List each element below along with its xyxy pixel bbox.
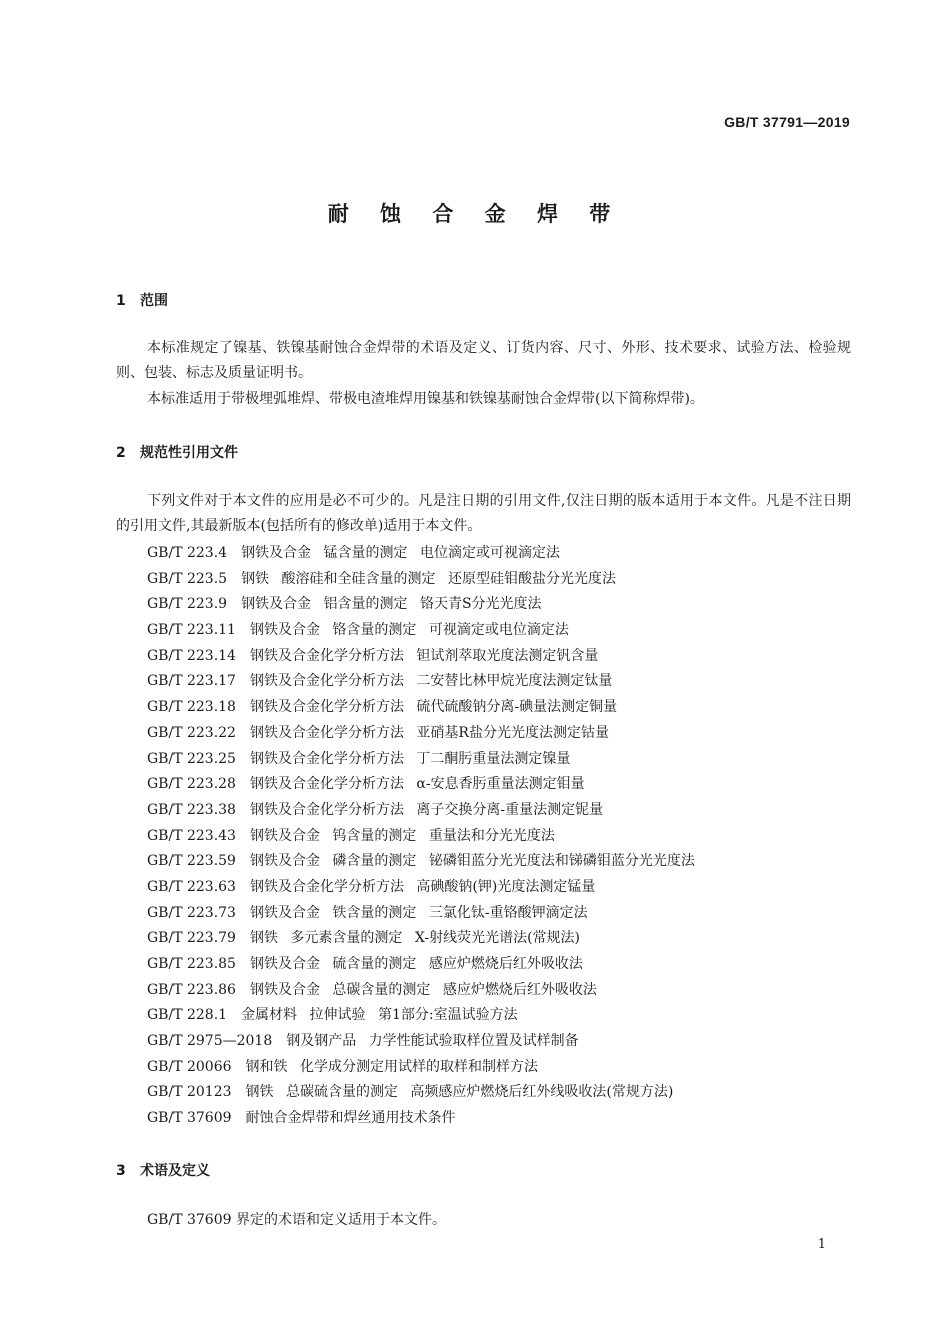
reference-item xyxy=(147,541,695,567)
reference-title: 钢铁及合金化学分析方法 高碘酸钠(钾)光度法测定锰量 xyxy=(249,878,596,895)
section-number: 3 xyxy=(116,1163,126,1179)
reference-item xyxy=(147,567,695,593)
reference-title: 钢铁 总碳硫含量的测定 高频感应炉燃烧后红外线吸收法(常规方法) xyxy=(245,1084,674,1101)
reference-code: GB/T 223.5 xyxy=(147,570,228,587)
reference-code: GB/T 223.11 xyxy=(147,622,236,639)
reference-code: GB/T 223.18 xyxy=(147,699,236,716)
reference-code: GB/T 37609 xyxy=(147,1110,232,1127)
scope-paragraph-2: 本标准适用于带极埋弧堆焊、带极电渣堆焊用镍基和铁镍基耐蚀合金焊带(以下简称焊带)。 xyxy=(147,391,704,407)
reference-code: GB/T 223.85 xyxy=(147,956,236,972)
reference-item xyxy=(147,952,695,978)
reference-title: 钢铁及合金 锰含量的测定 电位滴定或可视滴定法 xyxy=(241,545,560,561)
reference-title: 钢铁及合金 磷含量的测定 铋磷钼蓝分光光度法和锑磷钼蓝分光光度法 xyxy=(249,853,695,870)
reference-title: 钢铁及合金化学分析方法 丁二酮肟重量法测定镍量 xyxy=(249,750,571,767)
reference-code: GB/T 223.25 xyxy=(147,750,236,767)
reference-code: GB/T 223.22 xyxy=(147,724,236,741)
reference-item xyxy=(147,1003,695,1029)
reference-item xyxy=(147,592,695,618)
reference-title: 金属材料 拉伸试验 第1部分:室温试验方法 xyxy=(241,1007,518,1024)
reference-item xyxy=(147,798,695,824)
reference-item xyxy=(147,772,695,798)
reference-title: 钢及钢产品 力学性能试验取样位置及试样制备 xyxy=(286,1033,579,1050)
reference-item xyxy=(147,978,695,1004)
reference-item xyxy=(147,669,695,695)
reference-item xyxy=(147,1055,695,1081)
reference-list xyxy=(147,541,695,1132)
reference-title: 钢铁及合金化学分析方法 硫代硫酸钠分离-碘量法测定铜量 xyxy=(249,699,618,716)
reference-code: GB/T 223.14 xyxy=(147,647,236,664)
reference-code: GB/T 223.4 xyxy=(147,545,228,561)
reference-code: GB/T 223.17 xyxy=(147,673,236,690)
reference-title: 钢铁及合金化学分析方法 二安替比林甲烷光度法测定钛量 xyxy=(249,673,613,690)
reference-item xyxy=(147,618,695,644)
section-title: 范围 xyxy=(140,293,168,309)
reference-code: GB/T 20066 xyxy=(147,1058,232,1075)
reference-item xyxy=(147,644,695,670)
reference-title: 耐蚀合金焊带和焊丝通用技术条件 xyxy=(245,1110,456,1127)
reference-item xyxy=(147,747,695,773)
reference-title: 钢铁及合金化学分析方法 α-安息香肟重量法测定钼量 xyxy=(249,776,585,793)
reference-code: GB/T 223.9 xyxy=(147,596,228,613)
reference-title: 钢铁及合金化学分析方法 离子交换分离-重量法测定铌量 xyxy=(249,801,604,818)
reference-title: 钢铁 多元素含量的测定 X-射线荧光光谱法(常规法) xyxy=(249,930,580,947)
reference-title: 钢铁及合金化学分析方法 亚硝基R盐分光光度法测定钴量 xyxy=(249,724,609,741)
terms-paragraph: GB/T 37609 界定的术语和定义适用于本文件。 xyxy=(147,1212,446,1228)
reference-title: 钢铁及合金化学分析方法 钽试剂萃取光度法测定钒含量 xyxy=(249,647,599,664)
document-title: 耐 蚀 合 金 焊 带 xyxy=(327,202,623,226)
reference-item xyxy=(147,849,695,875)
reference-title: 钢铁及合金 铬含量的测定 可视滴定或电位滴定法 xyxy=(249,622,569,639)
section-number: 2 xyxy=(116,445,126,461)
reference-title: 钢铁及合金 总碳含量的测定 感应炉燃烧后红外吸收法 xyxy=(249,981,597,998)
reference-title: 钢铁及合金 铝含量的测定 铬天青S分光光度法 xyxy=(241,596,542,613)
reference-code: GB/T 223.59 xyxy=(147,853,236,870)
reference-code: GB/T 228.1 xyxy=(147,1007,228,1024)
reference-code: GB/T 2975—2018 xyxy=(147,1033,273,1050)
reference-code: GB/T 223.73 xyxy=(147,904,236,921)
reference-item xyxy=(147,824,695,850)
section-title: 规范性引用文件 xyxy=(140,445,238,461)
reference-code: GB/T 223.38 xyxy=(147,801,236,818)
normative-intro-paragraph: 下列文件对于本文件的应用是必不可少的。凡是注日期的引用文件,仅注日期的版本适用于本文件。凡是不注日期的引用文件,其最新版本(包括所有的修改单)适用于本文件。 xyxy=(116,493,851,534)
reference-title: 钢铁及合金 铁含量的测定 三氯化钛-重铬酸钾滴定法 xyxy=(249,904,588,921)
reference-item xyxy=(147,1106,695,1132)
reference-item xyxy=(147,695,695,721)
reference-code: GB/T 223.63 xyxy=(147,878,236,895)
section-3-heading xyxy=(116,1160,210,1180)
reference-code: GB/T 223.43 xyxy=(147,827,236,844)
section-number: 1 xyxy=(116,293,126,309)
reference-item xyxy=(147,901,695,927)
reference-item xyxy=(147,1080,695,1106)
reference-code: GB/T 20123 xyxy=(147,1084,232,1101)
standard-code: GB/T 37791—2019 xyxy=(724,114,850,130)
reference-item xyxy=(147,926,695,952)
section-2-heading xyxy=(116,442,238,462)
scope-paragraph-1: 本标准规定了镍基、铁镍基耐蚀合金焊带的术语及定义、订货内容、尺寸、外形、技术要求、试验方法、检验规则、包装、标志及质量证明书。 xyxy=(116,340,851,381)
reference-title: 钢铁及合金 硫含量的测定 感应炉燃烧后红外吸收法 xyxy=(249,956,583,972)
reference-code: GB/T 223.86 xyxy=(147,981,236,998)
reference-item xyxy=(147,1029,695,1055)
section-title: 术语及定义 xyxy=(140,1163,210,1179)
reference-code: GB/T 223.28 xyxy=(147,776,236,793)
reference-item xyxy=(147,875,695,901)
reference-title: 钢铁 酸溶硅和全硅含量的测定 还原型硅钼酸盐分光光度法 xyxy=(241,570,616,587)
reference-title: 钢和铁 化学成分测定用试样的取样和制样方法 xyxy=(245,1058,538,1075)
page-number: 1 xyxy=(817,1237,826,1252)
reference-item xyxy=(147,721,695,747)
reference-code: GB/T 223.79 xyxy=(147,930,236,947)
section-1-heading xyxy=(116,290,168,310)
reference-title: 钢铁及合金 钨含量的测定 重量法和分光光度法 xyxy=(249,827,555,844)
